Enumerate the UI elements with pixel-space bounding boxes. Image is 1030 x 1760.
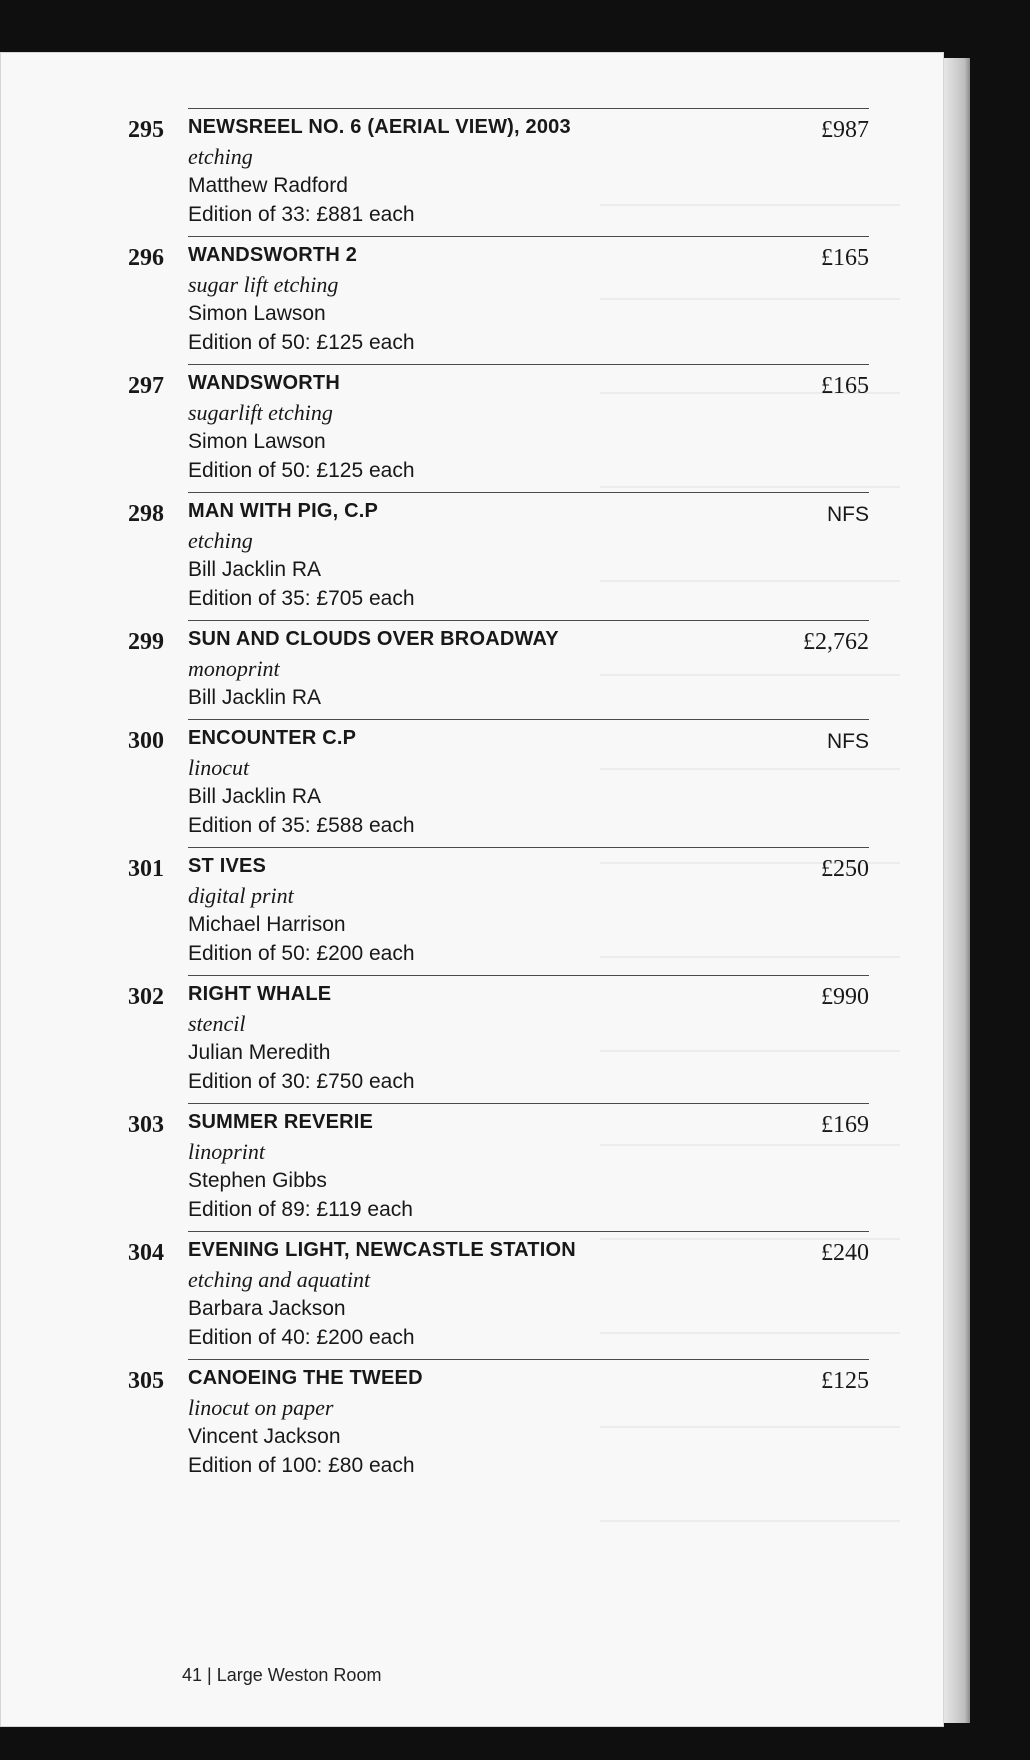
entry-edition: Edition of 30: £750 each bbox=[188, 1070, 415, 1093]
entry-medium: etching and aquatint bbox=[188, 1267, 371, 1292]
entry-medium: digital print bbox=[188, 883, 294, 908]
catalogue-entry bbox=[128, 847, 869, 975]
catalogue-entry bbox=[128, 1103, 869, 1231]
entry-price: NFS bbox=[827, 730, 869, 753]
catalogue-entry bbox=[128, 364, 869, 492]
page-footer: 41 | Large Weston Room bbox=[182, 1665, 382, 1685]
entry-price: £125 bbox=[821, 1368, 869, 1394]
entry-edition: Edition of 100: £80 each bbox=[188, 1454, 415, 1477]
catalogue-entries bbox=[120, 108, 869, 1487]
entry-title: SUMMER REVERIE bbox=[188, 1111, 374, 1133]
entry-edition: Edition of 50: £125 each bbox=[188, 459, 415, 482]
entry-number: 304 bbox=[128, 1240, 164, 1266]
entry-medium: linocut bbox=[188, 755, 250, 780]
entry-artist: Matthew Radford bbox=[188, 174, 348, 197]
entry-title: ENCOUNTER C.P bbox=[188, 727, 357, 749]
entry-artist: Michael Harrison bbox=[188, 913, 346, 936]
entry-number: 295 bbox=[128, 117, 164, 143]
entry-medium: sugarlift etching bbox=[188, 400, 333, 425]
entry-number: 298 bbox=[128, 501, 164, 527]
entry-artist: Bill Jacklin RA bbox=[188, 785, 322, 808]
entry-medium: linocut on paper bbox=[188, 1395, 334, 1420]
page-edge bbox=[944, 58, 970, 1723]
entry-artist: Simon Lawson bbox=[188, 430, 326, 453]
entry-number: 303 bbox=[128, 1112, 164, 1138]
entry-artist: Stephen Gibbs bbox=[188, 1169, 327, 1192]
entry-number: 300 bbox=[128, 728, 164, 754]
catalogue-entry bbox=[128, 236, 869, 364]
catalogue-entry bbox=[128, 108, 869, 236]
entry-title: RIGHT WHALE bbox=[188, 983, 332, 1005]
entry-artist: Bill Jacklin RA bbox=[188, 686, 322, 709]
entry-medium: stencil bbox=[188, 1011, 246, 1036]
entry-edition: Edition of 40: £200 each bbox=[188, 1326, 415, 1349]
entry-medium: sugar lift etching bbox=[188, 272, 339, 297]
entry-title: SUN AND CLOUDS OVER BROADWAY bbox=[188, 628, 559, 650]
entry-price: £987 bbox=[821, 117, 869, 143]
catalogue-entry bbox=[128, 1359, 869, 1487]
entry-title: WANDSWORTH 2 bbox=[188, 244, 358, 266]
entry-medium: etching bbox=[188, 144, 253, 169]
entry-title: EVENING LIGHT, NEWCASTLE STATION bbox=[188, 1239, 576, 1261]
entry-artist: Bill Jacklin RA bbox=[188, 558, 322, 581]
entry-medium: linoprint bbox=[188, 1139, 266, 1164]
entry-title: ST IVES bbox=[188, 855, 267, 877]
entry-price: £240 bbox=[821, 1240, 869, 1266]
entry-edition: Edition of 35: £588 each bbox=[188, 814, 415, 837]
entry-edition: Edition of 50: £200 each bbox=[188, 942, 415, 965]
entry-number: 299 bbox=[128, 629, 164, 655]
entry-artist: Vincent Jackson bbox=[188, 1425, 341, 1448]
entry-medium: etching bbox=[188, 528, 253, 553]
entry-edition: Edition of 35: £705 each bbox=[188, 587, 415, 610]
entry-artist: Julian Meredith bbox=[188, 1041, 331, 1064]
entry-price: £990 bbox=[821, 984, 869, 1010]
catalogue-entry bbox=[128, 1231, 869, 1359]
entry-medium: monoprint bbox=[188, 656, 280, 681]
entry-price: £165 bbox=[821, 373, 869, 399]
entry-edition: Edition of 50: £125 each bbox=[188, 331, 415, 354]
entry-number: 297 bbox=[128, 373, 164, 399]
entry-price: £250 bbox=[821, 856, 869, 882]
entry-title: NEWSREEL NO. 6 (AERIAL VIEW), 2003 bbox=[188, 116, 571, 138]
entry-price: £165 bbox=[821, 245, 869, 271]
entry-price: £2,762 bbox=[803, 629, 869, 655]
entry-edition: Edition of 33: £881 each bbox=[188, 203, 415, 226]
entry-title: WANDSWORTH bbox=[188, 372, 340, 394]
entry-number: 305 bbox=[128, 1368, 164, 1394]
catalogue-entry bbox=[128, 975, 869, 1103]
entry-title: CANOEING THE TWEED bbox=[188, 1367, 423, 1389]
entry-edition: Edition of 89: £119 each bbox=[188, 1198, 413, 1221]
entry-title: MAN WITH PIG, C.P bbox=[188, 500, 379, 522]
entry-price: NFS bbox=[827, 503, 869, 526]
catalogue-entry bbox=[128, 719, 869, 847]
entry-number: 302 bbox=[128, 984, 164, 1010]
entry-number: 296 bbox=[128, 245, 164, 271]
entry-artist: Barbara Jackson bbox=[188, 1297, 346, 1320]
entry-price: £169 bbox=[821, 1112, 869, 1138]
entry-artist: Simon Lawson bbox=[188, 302, 326, 325]
catalogue-entry bbox=[128, 620, 869, 719]
catalogue-entry bbox=[128, 492, 869, 620]
entry-number: 301 bbox=[128, 856, 164, 882]
